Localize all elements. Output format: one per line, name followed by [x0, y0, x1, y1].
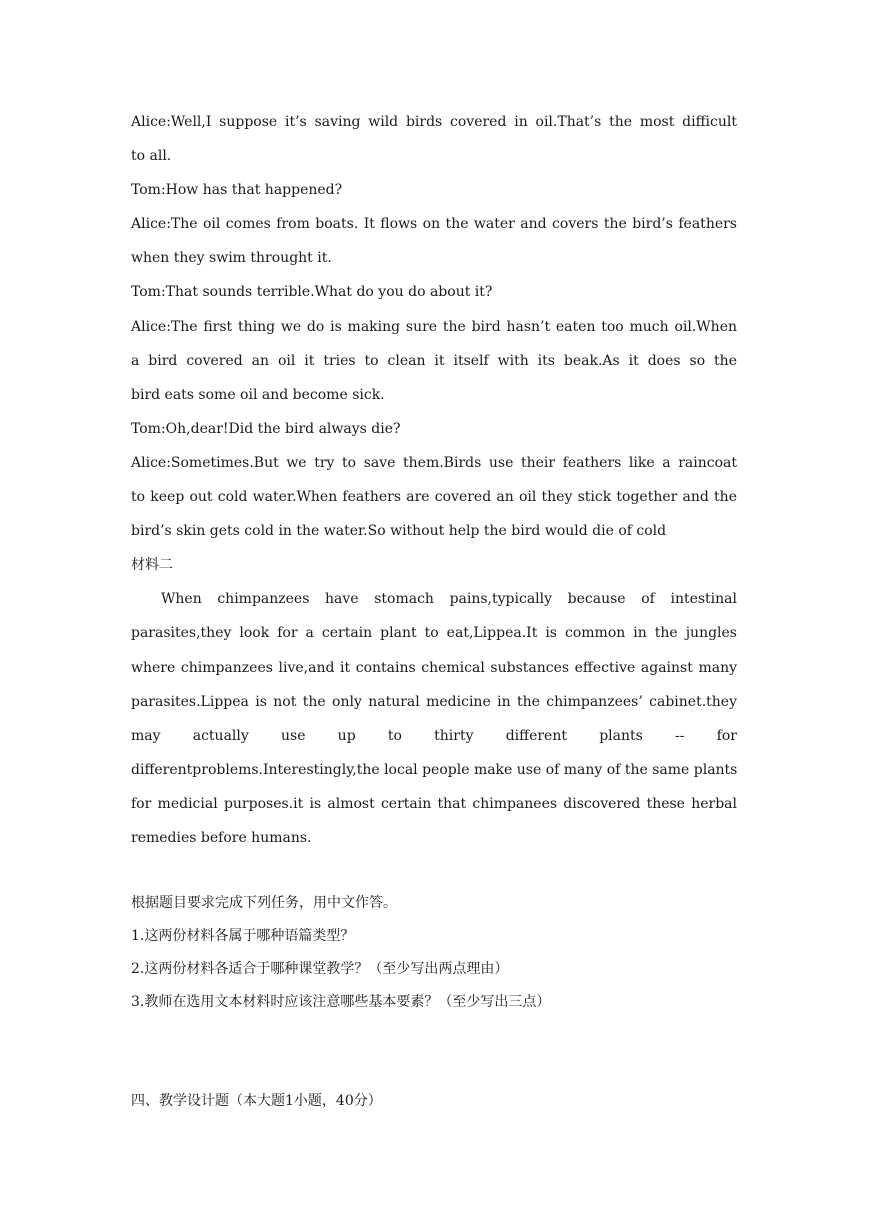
- passage-line: parasites.Lippea is not the only natural medicine in the chimpanzees’ cabinet.they: [131, 693, 737, 710]
- dialogue-line: Tom:How has that happened?: [131, 182, 343, 199]
- dialogue-line: Alice:The first thing we do is making sure the bird hasn’t eaten too much oil.When: [131, 318, 737, 335]
- question-one: 1.这两份材料各属于哪种语篇类型？: [131, 928, 355, 945]
- material-two-passage: [131, 582, 737, 855]
- dialogue-line: Tom:That sounds terrible.What do you do about it?: [131, 284, 493, 301]
- material-one-dialogue: [131, 105, 737, 548]
- dialogue-line: Tom:Oh,dear!Did the bird always die?: [131, 420, 401, 437]
- dialogue-line: Alice:Sometimes.But we try to save them.Birds use their feathers like a raincoat: [131, 454, 737, 471]
- task-block: [131, 887, 737, 1019]
- dialogue-line: bird eats some oil and become sick.: [131, 386, 385, 403]
- dialogue-line: to all.: [131, 148, 172, 165]
- question-two: 2.这两份材料各适合于哪种课堂教学？（至少写出两点理由）: [131, 961, 509, 978]
- dialogue-line: when they swim throught it.: [131, 250, 332, 267]
- passage-line: remedies before humans.: [131, 829, 312, 846]
- passage-line: where chimpanzees live,and it contains chemical substances effective against many: [131, 659, 737, 676]
- passage-line: differentproblems.Interestingly,the local people make use of many of the same plants: [131, 761, 737, 778]
- passage-line: parasites,they look for a certain plant to eat,Lippea.It is common in the jungles: [131, 625, 737, 642]
- section-four-title: 四、教学设计题（本大题1小题，40分）: [131, 1093, 382, 1110]
- passage-line: When chimpanzees have stomach pains,typically because of intestinal: [161, 591, 737, 608]
- dialogue-line: bird’s skin gets cold in the water.So without help the bird would die of cold: [131, 523, 667, 540]
- dialogue-line: a bird covered an oil it tries to clean it itself with its beak.As it does so the: [131, 352, 737, 369]
- task-instruction: 根据题目要求完成下列任务，用中文作答。: [131, 895, 397, 912]
- material-two-heading: 材料二: [131, 557, 173, 574]
- passage-line: may actually use up to thirty different plants -- for: [131, 727, 737, 744]
- dialogue-line: to keep out cold water.When feathers are covered an oil they stick together and the: [131, 489, 737, 506]
- dialogue-line: Alice:Well,I suppose it’s saving wild birds covered in oil.That’s the most difficult: [131, 114, 737, 130]
- passage-line: for medicial purposes.it is almost certain that chimpanees discovered these herbal: [131, 795, 737, 812]
- spacer: [131, 855, 737, 887]
- question-three: 3.教师在选用文本材料时应该注意哪些基本要素？（至少写出三点）: [131, 994, 551, 1011]
- document-page: [131, 105, 737, 1118]
- spacer: [131, 1019, 737, 1085]
- dialogue-line: Alice:The oil comes from boats. It flows on the water and covers the bird’s feathers: [131, 216, 737, 233]
